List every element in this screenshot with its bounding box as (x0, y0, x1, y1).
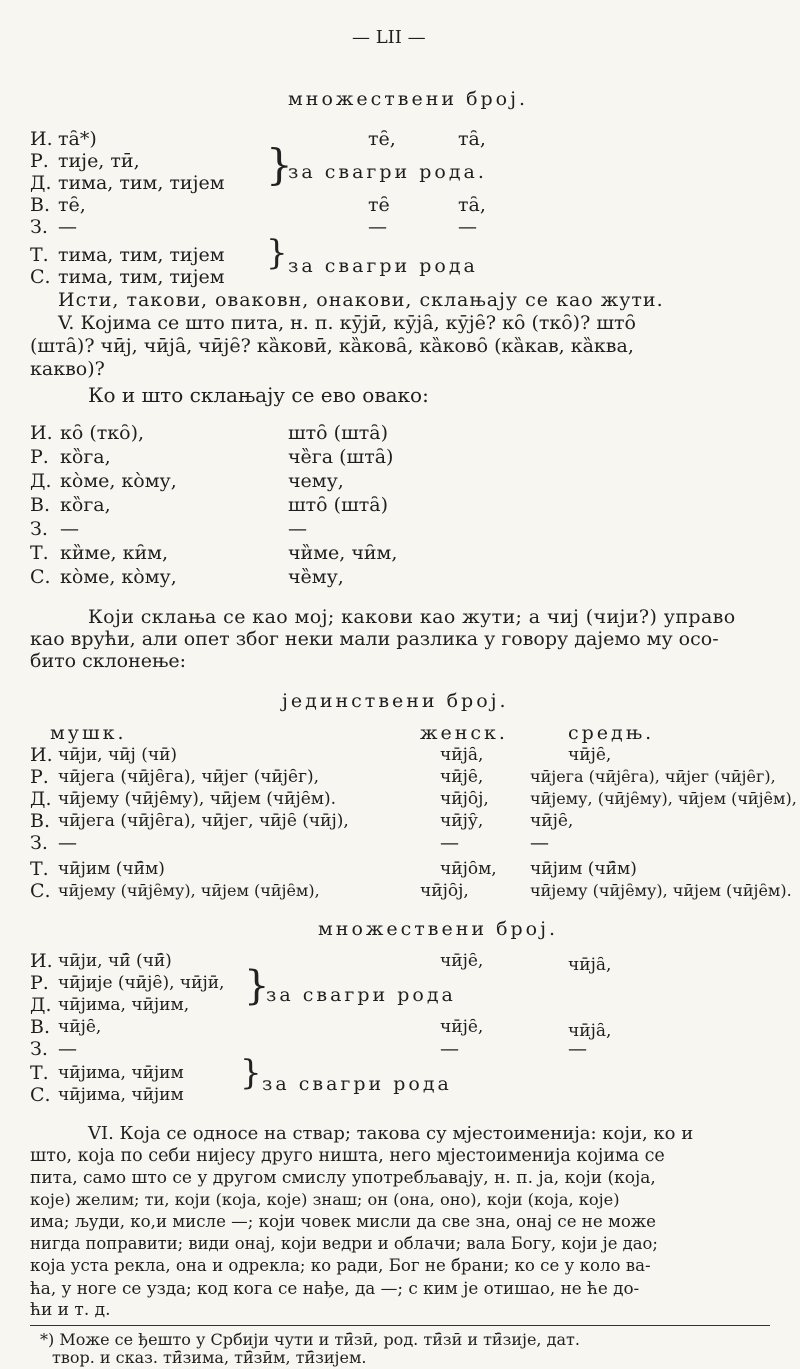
text-line: VI. Која се односе на ствар; такова су мјестоименија: који, ко и (88, 1123, 694, 1144)
form-cell: чӣји, чӣј (чӣ) (58, 745, 178, 765)
text-line: Који склања се као мој; какови као жути; а чиј (чији?) управо (88, 606, 736, 628)
form-cell: тима, тим, тијем (58, 244, 225, 266)
form-cell: чӣје̑, (58, 1017, 102, 1037)
form-cell: ко̏га, (60, 446, 111, 468)
form-cell: — (58, 216, 77, 238)
text-line: ћи и т. д. (30, 1300, 111, 1320)
form-cell: — (288, 518, 307, 540)
form-cell: ко̀ме, ко̀му, (60, 566, 177, 588)
case-label: З. (30, 518, 48, 540)
case-label: З. (30, 216, 48, 238)
case-label: С. (30, 566, 51, 588)
case-label: Р. (30, 446, 49, 468)
brace-label: за свагри рода (288, 255, 478, 277)
form-cell: — (530, 832, 549, 854)
case-label: С. (30, 1084, 51, 1106)
form-cell: ко̏га, (60, 494, 111, 516)
form-cell: чӣјим (чӣ̑м) (58, 859, 165, 879)
form-cell: чӣјему (чӣје̑му), чӣјем (чӣје̑м), (58, 881, 320, 900)
footnote-line: *) Може се ђешто у Србији чути и тӣ̑зӣ, род. тӣ̑зӣ и тӣ̑зије, дат. (40, 1330, 580, 1349)
form-cell: — (568, 1038, 587, 1060)
form-cell: — (60, 518, 79, 540)
form-cell: чӣјим (чӣ̑м) (530, 859, 637, 879)
form-cell: та̑*) (58, 128, 97, 150)
case-label: В. (30, 494, 51, 516)
form-cell: чӣјима, чӣјим, (58, 995, 190, 1015)
form-cell: чӣји, чӣ̑ (чӣ̑) (58, 951, 172, 971)
case-label: Т. (30, 542, 49, 564)
form-cell: — (458, 216, 477, 238)
form-cell: — (440, 1038, 459, 1060)
text-line: има; људи, ко,и мисле —; који човек мисли да све зна, онај се не може (30, 1212, 656, 1231)
form-cell: — (440, 832, 459, 854)
form-cell: чӣја̑, (568, 955, 612, 975)
case-label: З. (30, 832, 48, 854)
case-label: С. (30, 880, 51, 902)
footnote-divider (30, 1325, 770, 1326)
text-line: што, која по себи нијесу друго ништа, него мјестоименија којима се (30, 1146, 665, 1166)
table-title: јединствени број. (282, 690, 509, 712)
text-line: какво)? (30, 358, 105, 380)
case-label: Т. (30, 1062, 49, 1084)
case-label: Р. (30, 766, 49, 788)
form-cell: чӣјему (чӣје̑му), чӣјем (чӣје̑м). (58, 789, 337, 809)
text-line: као врући, али опет због неки мали разлика у говору дајемо му осо- (30, 628, 719, 650)
column-header: средњ. (568, 722, 655, 744)
form-cell: чӣјо̑м, (440, 859, 497, 879)
form-cell: чӣјега (чӣје̑га), чӣјег (чӣје̑г), (530, 767, 776, 786)
footnote-line: твор. и сказ. тӣ̑зима, тӣ̑зӣм, тӣ̑зијем. (52, 1348, 367, 1367)
form-cell: што̑ (шта̑) (288, 422, 388, 444)
form-cell: чӣјима, чӣјим (58, 1085, 184, 1105)
form-cell: чӣјега (чӣје̑га), чӣјег, чӣје̑ (чӣј), (58, 811, 349, 831)
form-cell: — (58, 832, 77, 854)
case-label: И. (30, 128, 53, 150)
text-line: Исти, такови, оваковн, онакови, склањају се као жути. (58, 289, 664, 311)
page-number: — LII — (352, 27, 426, 48)
form-cell: — (368, 216, 387, 238)
form-cell: тима, тим, тијем (58, 266, 225, 288)
case-label: Д. (30, 788, 52, 810)
form-cell: чӣја̑, (440, 745, 484, 765)
case-label: Д. (30, 172, 52, 194)
brace-label: за свагри рода (262, 1073, 452, 1095)
form-cell: што̑ (шта̑) (288, 494, 388, 516)
column-header: мушк. (50, 722, 127, 744)
case-label: Р. (30, 150, 49, 172)
text-line: пита, само што се у другом смислу употребљавају, н. п. ја, који (која, (30, 1168, 656, 1188)
form-cell: тије, тӣ, (58, 150, 140, 172)
brace-symbol: } (266, 140, 293, 189)
form-cell: та̑, (458, 194, 486, 216)
table-title: множествени број. (318, 918, 559, 940)
text-line: Ко и што склањају се ево овако: (88, 383, 429, 407)
form-cell: че̏му, (288, 566, 344, 588)
form-cell: ко̀ме, ко̀му, (60, 470, 177, 492)
case-label: З. (30, 1038, 48, 1060)
form-cell: чӣјо̑ј, (420, 881, 469, 901)
brace-symbol: } (266, 233, 288, 273)
case-label: Т. (30, 244, 49, 266)
case-label: В. (30, 194, 51, 216)
case-label: Р. (30, 972, 49, 994)
text-line: (шта̑)? чӣј, чӣја̑, чӣје̑? ка̏ковӣ, ка̏кова̑, ка̏ково̑ (ка̏кав, ка̏ква, (30, 335, 634, 357)
form-cell: чӣјега (чӣје̑га), чӣјег (чӣје̑г), (58, 767, 320, 787)
case-label: Д. (30, 470, 52, 492)
brace-symbol: } (244, 963, 270, 1009)
case-label: И. (30, 950, 53, 972)
form-cell: чӣјему, (чӣје̑му), чӣјем (чӣје̑м), (530, 789, 797, 808)
form-cell: чи̏ме, чи̑м, (288, 542, 398, 564)
form-cell: чӣјему (чӣје̑му), чӣјем (чӣје̑м). (530, 881, 792, 900)
form-cell: те̑, (368, 128, 396, 150)
form-cell: чӣје̑, (440, 1017, 484, 1037)
form-cell: те̑ (368, 194, 390, 216)
form-cell: чему, (288, 470, 344, 492)
form-cell: чӣје̑, (440, 951, 484, 971)
form-cell: чӣјије (чӣје̑), чӣјӣ, (58, 973, 225, 993)
text-line: нигда поправити; види онај, који ведри и облачи; вала Богу, који је дао; (30, 1234, 658, 1253)
form-cell: те̑, (58, 194, 86, 216)
column-header: женск. (420, 722, 508, 744)
form-cell: чӣја̑, (568, 1021, 612, 1041)
form-cell: че̏га (шта̑) (288, 446, 394, 468)
brace-label: за свагри рода (266, 984, 456, 1006)
case-label: В. (30, 810, 51, 832)
form-cell: та̑, (458, 128, 486, 150)
form-cell: чӣје̑, (568, 745, 612, 765)
section-title: множествени број. (288, 88, 529, 110)
form-cell: чӣје̑, (530, 811, 574, 831)
case-label: В. (30, 1016, 51, 1038)
case-label: И. (30, 744, 53, 766)
case-label: Д. (30, 994, 52, 1016)
case-label: И. (30, 422, 53, 444)
case-label: Т. (30, 858, 49, 880)
text-line: која уста рекла, она и одрекла; ко ради, Бог не брани; ко се у коло ва- (30, 1256, 651, 1275)
form-cell: чӣје̑, (440, 767, 484, 787)
form-cell: чӣјима, чӣјим (58, 1063, 184, 1083)
brace-label: за свагри рода. (288, 161, 487, 183)
text-line: бито склонење: (30, 650, 187, 672)
text-line: V. Којима се што пита, н. п. кӯјӣ, кӯја̑, кӯје̑? ко̑ (тко̑)? што̑ (58, 312, 636, 334)
form-cell: чӣјо̑ј, (440, 789, 489, 809)
form-cell: тима, тим, тијем (58, 172, 225, 194)
text-line: које) желим; ти, који (која, које) знаш; он (она, оно), који (која, које) (30, 1190, 620, 1209)
form-cell: ки̏ме, ки̑м, (60, 542, 168, 564)
form-cell: чӣју̑, (440, 811, 484, 831)
brace-symbol: } (240, 1053, 262, 1093)
form-cell: — (58, 1038, 77, 1060)
text-line: ћа, у ноге се узда; код кога се нађе, да —; с ким је отишао, не ће до- (30, 1278, 640, 1298)
form-cell: ко̑ (тко̑), (60, 422, 145, 444)
case-label: С. (30, 266, 51, 288)
